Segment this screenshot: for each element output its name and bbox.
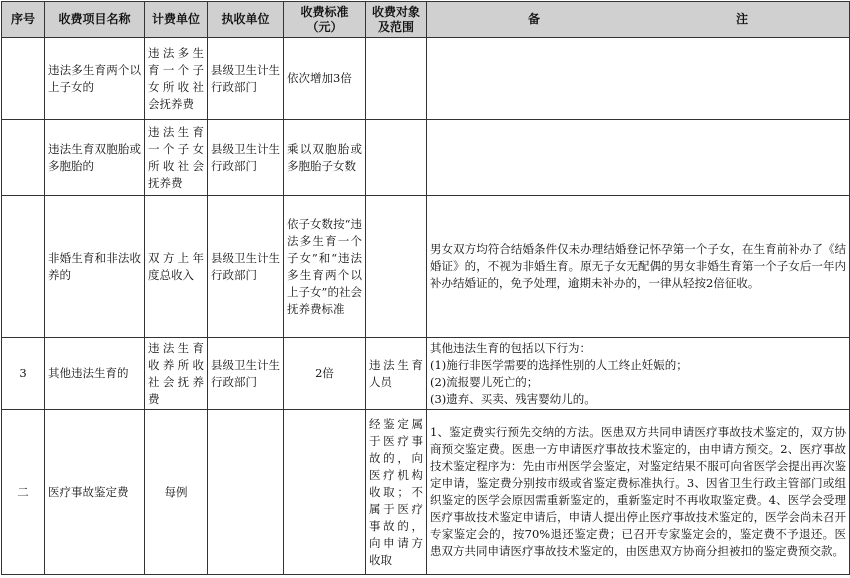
cell-scope: 经鉴定属于医疗事故的，向医疗机构收取；不属于医疗事故的，向申请方收取 xyxy=(366,410,427,575)
cell-item: 违法生育双胞胎或多胞胎的 xyxy=(45,120,145,196)
cell-remark xyxy=(427,120,850,196)
cell-standard xyxy=(284,410,366,575)
header-remark-a: 备 xyxy=(527,12,540,26)
header-scope: 收费对象及范围 xyxy=(366,2,427,38)
cell-unit: 违法生育一个子女所收社会抚养费 xyxy=(145,120,208,196)
cell-standard: 依次增加3倍 xyxy=(284,38,366,120)
cell-no: 3 xyxy=(2,338,45,410)
cell-unit: 违法生育收养所收社会抚养费 xyxy=(145,338,208,410)
header-unit: 计费单位 xyxy=(145,2,208,38)
cell-item: 其他违法生育的 xyxy=(45,338,145,410)
header-remark xyxy=(427,2,850,38)
cell-collector: 县级卫生计生行政部门 xyxy=(208,38,284,120)
header-standard: 收费标准（元） xyxy=(284,2,366,38)
cell-no xyxy=(2,38,45,120)
cell-remark: 1、鉴定费实行预先交纳的方法。医患双方共同申请医疗事故技术鉴定的，双方协商预交鉴定费。医患一方申请医疗事故技术鉴定的，由申请方预交。2、医疗事故技术鉴定程序为：先由市州医学会鉴定，对鉴定结果不服可向省医学会提出再次鉴定申请，鉴定费分别按市级或省鉴定费标准执行。3、因省卫生行政主管部门或组织鉴定的医学会原因需重新鉴定的，重新鉴定时不再收取鉴定费。4、医学会受理医疗事故技术鉴定申请后，申请人提出停止医疗事故技术鉴定的，医学会尚未召开专家鉴定会的，按70%退还鉴定费；已召开专家鉴定会的，鉴定费不予退还。医患双方共同申请医疗事故技术鉴定的，由医患双方协商分担被扣的鉴定费预交款。 xyxy=(427,410,850,575)
cell-collector: 县级卫生计生行政部门 xyxy=(208,120,284,196)
table-row xyxy=(2,196,850,338)
cell-item: 非婚生育和非法收养的 xyxy=(45,196,145,338)
table-row xyxy=(2,338,850,410)
cell-collector xyxy=(208,410,284,575)
cell-scope xyxy=(366,38,427,120)
cell-remark: 男女双方均符合结婚条件仅未办理结婚登记怀孕第一个子女，在生育前补办了《结婚证》的，不视为非婚生育。原无子女无配偶的男女非婚生育第一个子女后一年内补办结婚证的，免予处理，逾期未补办的，一律从轻按2倍征收。 xyxy=(427,196,850,338)
cell-no xyxy=(2,196,45,338)
table-row xyxy=(2,410,850,575)
cell-unit: 每例 xyxy=(145,410,208,575)
cell-no: 二 xyxy=(2,410,45,575)
fee-table xyxy=(1,1,850,575)
cell-standard: 2倍 xyxy=(284,338,366,410)
cell-standard: 依子女数按“违法多生育一个子女”和“违法多生育两个以上子女”的社会抚养费标准 xyxy=(284,196,366,338)
cell-remark: 其他违法生育的包括以下行为： (1)施行非医学需要的选择性别的人工终止妊娠的； (2)流报婴儿死亡的； (3)遗弃、买卖、残害婴幼儿的。 xyxy=(427,338,850,410)
header-remark-b: 注 xyxy=(735,12,748,26)
cell-item: 违法多生育两个以上子女的 xyxy=(45,38,145,120)
cell-item: 医疗事故鉴定费 xyxy=(45,410,145,575)
cell-unit: 违法多生育一个子女所收社会抚养费 xyxy=(145,38,208,120)
header-collector: 执收单位 xyxy=(208,2,284,38)
table-row xyxy=(2,120,850,196)
cell-standard: 乘以双胞胎或多胞胎子女数 xyxy=(284,120,366,196)
table-row xyxy=(2,38,850,120)
cell-collector: 县级卫生计生行政部门 xyxy=(208,338,284,410)
cell-remark xyxy=(427,38,850,120)
cell-scope xyxy=(366,120,427,196)
cell-scope xyxy=(366,196,427,338)
header-item: 收费项目名称 xyxy=(45,2,145,38)
cell-no xyxy=(2,120,45,196)
table-header-row xyxy=(2,2,850,38)
cell-unit: 双方上年度总收入 xyxy=(145,196,208,338)
header-no: 序号 xyxy=(2,2,45,38)
cell-scope: 违法生育人员 xyxy=(366,338,427,410)
cell-collector: 县级卫生计生行政部门 xyxy=(208,196,284,338)
